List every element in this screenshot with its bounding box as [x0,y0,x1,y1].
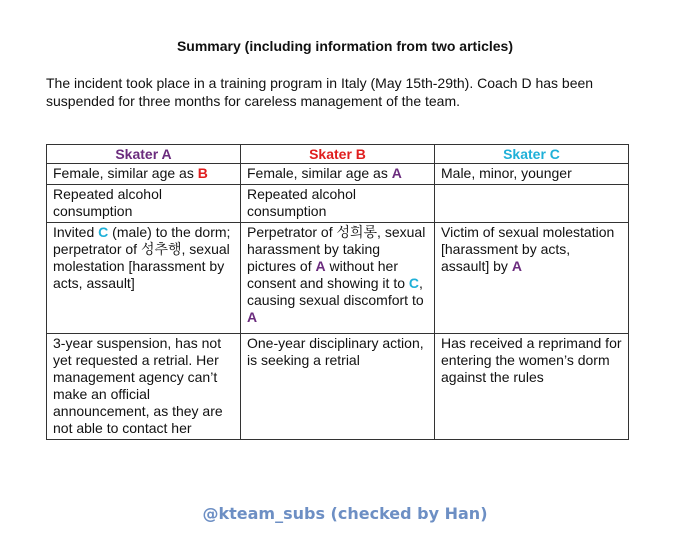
cell-a-alcohol: Repeated alcohol consumption [47,185,241,223]
cell-a-outcome: 3-year suspension, has not yet requested a retrial. Her management agency can’t make an official announcement, as they are not able to contact her [47,334,241,440]
page-title: Summary (including information from two articles) [176,38,514,54]
header-skater-b: Skater B [241,145,435,164]
table-header-row [47,145,629,164]
cell-c-alcohol [435,185,629,223]
intro-paragraph: The incident took place in a training program in Italy (May 15th-29th). Coach D has been suspended for three months for careless management of the team. [46,75,594,109]
table-row [47,223,629,334]
cell-b-alcohol: Repeated alcohol consumption [241,185,435,223]
cell-c-outcome: Has received a reprimand for entering the women’s dorm against the rules [435,334,629,440]
header-skater-c: Skater C [435,145,629,164]
table-row [47,185,629,223]
cell-b-outcome: One-year disciplinary action, is seeking a retrial [241,334,435,440]
table-row [47,334,629,440]
summary-table [46,144,629,440]
cell-b-gender: Female, similar age as A [241,164,435,185]
cell-c-gender: Male, minor, younger [435,164,629,185]
cell-c-incident: Victim of sexual molestation [harassment by acts, assault] by A [435,223,629,334]
watermark-credit: @kteam_subs (checked by Han) [202,504,488,523]
cell-a-gender: Female, similar age as B [47,164,241,185]
cell-b-incident: Perpetrator of 성희롱, sexual harassment by taking pictures of A without her consent and showing it to C, causing sexual discomfort to A [241,223,435,334]
cell-a-incident: Invited C (male) to the dorm; perpetrator of 성추행, sexual molestation [harassment by acts, assault] [47,223,241,334]
header-skater-a: Skater A [47,145,241,164]
table-row [47,164,629,185]
